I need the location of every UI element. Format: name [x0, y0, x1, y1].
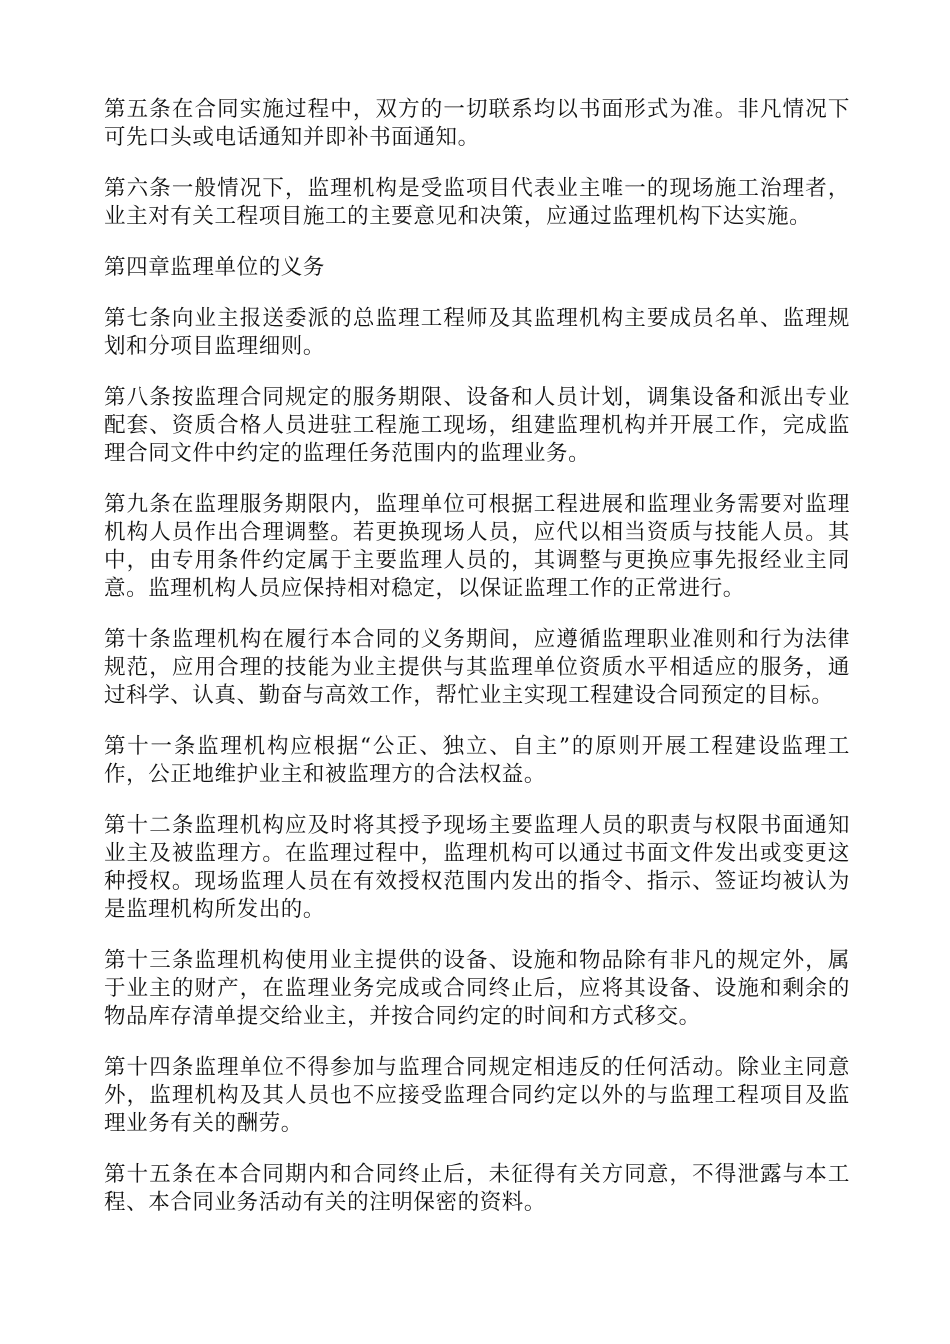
document-body	[104, 96, 850, 1240]
paragraph-article-5: 第五条在合同实施过程中，双方的一切联系均以书面形式为准。非凡情况下可先口头或电话通知并即补书面通知。	[104, 97, 850, 150]
paragraph-article-14: 第十四条监理单位不得参加与监理合同规定相违反的任何活动。除业主同意外，监理机构及其人员也不应接受监理合同约定以外的与监理工程项目及监理业务有关的酬劳。	[104, 1055, 850, 1136]
paragraph-article-8: 第八条按监理合同规定的服务期限、设备和人员计划，调集设备和派出专业配套、资质合格人员进驻工程施工现场，组建监理机构并开展工作，完成监理合同文件中约定的监理任务范围内的监理业务。	[104, 385, 850, 466]
paragraph-article-7: 第七条向业主报送委派的总监理工程师及其监理机构主要成员名单、监理规划和分项目监理细则。	[104, 306, 850, 359]
paragraph-article-11: 第十一条监理机构应根据“公正、独立、自主”的原则开展工程建设监理工作，公正地维护业主和被监理方的合法权益。	[104, 734, 850, 787]
paragraph-article-9: 第九条在监理服务期限内，监理单位可根据工程进展和监理业务需要对监理机构人员作出合理调整。若更换现场人员，应代以相当资质与技能人员。其中，由专用条件约定属于主要监理人员的，其调整与更换应事先报经业主同意。监理机构人员应保持相对稳定，以保证监理工作的正常进行。	[104, 492, 850, 601]
chapter-heading: 第四章监理单位的义务	[104, 255, 326, 280]
paragraph-article-6: 第六条一般情况下，监理机构是受监项目代表业主唯一的现场施工治理者，业主对有关工程项目施工的主要意见和决策，应通过监理机构下达实施。	[104, 176, 850, 229]
paragraph-article-15: 第十五条在本合同期内和合同终止后，未征得有关方同意，不得泄露与本工程、本合同业务活动有关的注明保密的资料。	[104, 1162, 850, 1215]
paragraph-article-13: 第十三条监理机构使用业主提供的设备、设施和物品除有非凡的规定外，属于业主的财产，在监理业务完成或合同终止后，应将其设备、设施和剩余的物品库存清单提交给业主，并按合同约定的时间和方式移交。	[104, 948, 850, 1029]
paragraph-article-12: 第十二条监理机构应及时将其授予现场主要监理人员的职责与权限书面通知业主及被监理方。在监理过程中，监理机构可以通过书面文件发出或变更这种授权。现场监理人员在有效授权范围内发出的指令、指示、签证均被认为是监理机构所发出的。	[104, 813, 850, 922]
paragraph-article-10: 第十条监理机构在履行本合同的义务期间，应遵循监理职业准则和行为法律规范，应用合理的技能为业主提供与其监理单位资质水平相适应的服务，通过科学、认真、勤奋与高效工作，帮忙业主实现工程建设合同预定的目标。	[104, 627, 850, 708]
